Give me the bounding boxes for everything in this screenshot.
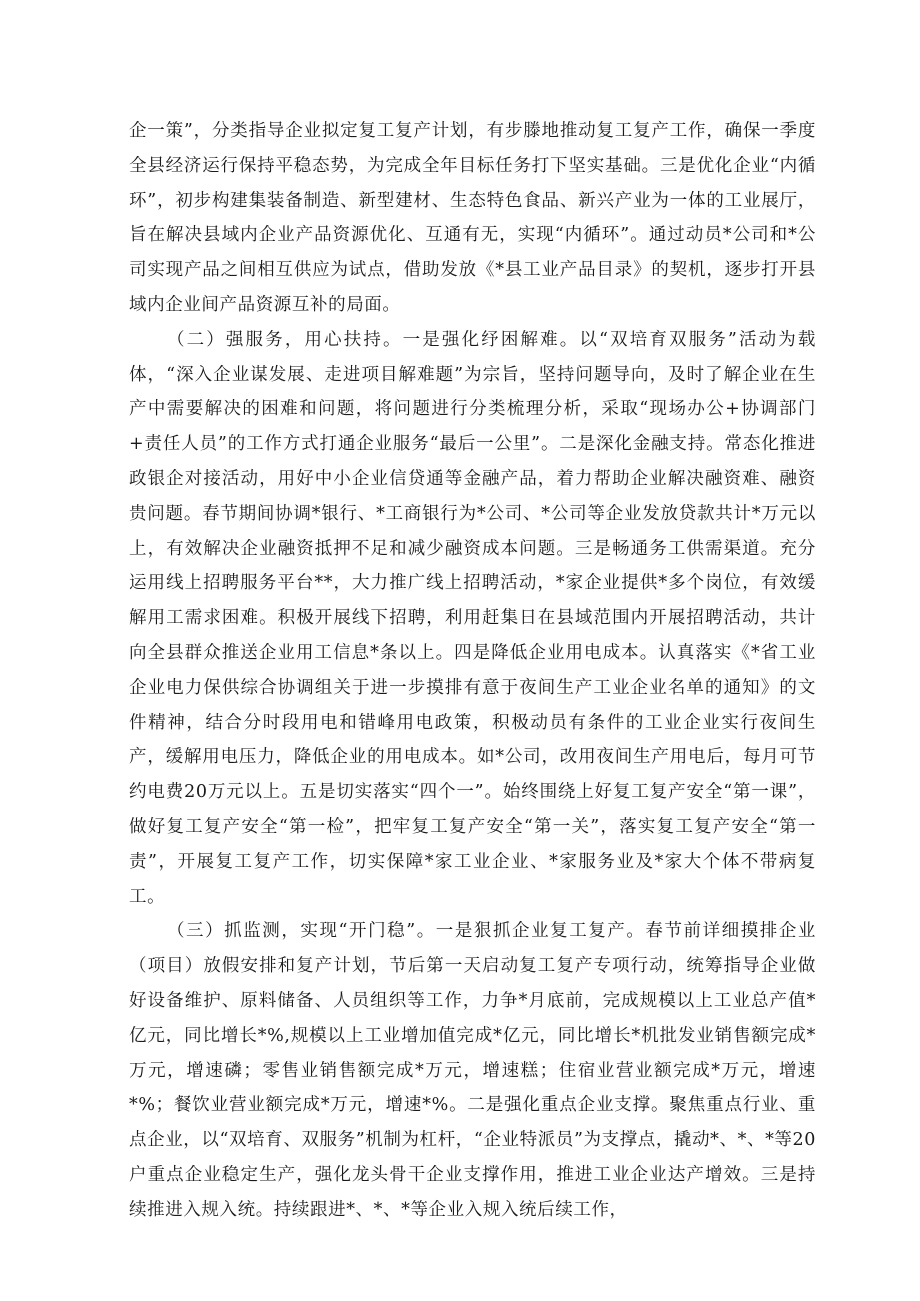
paragraph-section-three: （三）抓监测，实现“开门稳”。一是狠抓企业复工复产。春节前详细摸排企业（项目）放假安排和复产计划，节后第一天启动复工复产专项行动，统筹指导企业做好设备维护、原料储备、人员组织等工作，力争*月底前，完成规模以上工业总产值*亿元，同比增长*%,规模以上工业增加值完成*亿元，同比增长*机批发业销售额完成*万元，增速磷；零售业销售额完成*万元，增速糕；住宿业营业额完成*万元，增速*%；餐饮业营业额完成*万元，增速*%。二是强化重点企业支撑。聚焦重点行业、重点企业，以“双培育、双服务”机制为杠杆，“企业特派员”为支撑点，撬动*、*、*等20户重点企业稳定生产，强化龙头骨干企业支撑作用，推进工业企业达产增效。三是持续推进入规入统。持续跟进*、*、*等企业入规入统后续工作， <box>129 921 817 1220</box>
paragraph-section-one-continued: 企一策”，分类指导企业拟定复工复产计划，有步滕地推动复工复产工作，确保一季度全县经济运行保持平稳态势，为完成全年目标任务打下坚实基础。三是优化企业“内循环”，初步构建集装备制造、新型建材、生态特色食品、新兴产业为一体的工业展厅，旨在解决县域内企业产品资源优化、互通有无，实现“内循环”。通过动员*公司和*公司实现产品之间相互供应为试点，借助发放《*县工业产品目录》的契机，逐步打开县域内企业间产品资源互补的局面。 <box>129 121 816 315</box>
paragraph-section-two: （二）强服务，用心扶持。一是强化纾困解难。以“双培育双服务”活动为载体，“深入企业谋发展、走进项目解难题”为宗旨，坚持问题导向，及时了解企业在生产中需要解决的困难和问题，将问题进行分类梳理分析，采取“现场办公+协调部门+责任人员”的工作方式打通企业服务“最后一公里”。二是深化金融支持。常态化推进政银企对接活动，用好中小企业信贷通等金融产品，着力帮助企业解决融资难、融资贵问题。春节期间协调*银行、*工商银行为*公司、*公司等企业发放贷款共计*万元以上，有效解决企业融资抵押不足和减少融资成本问题。三是畅通务工供需渠道。充分运用线上招聘服务平台**，大力推广线上招聘活动，*家企业提供*多个岗位，有效缓解用工需求困难。积极开展线下招聘，利用赶集日在县域范围内开展招聘活动，共计向全县群众推送企业用工信息*条以上。四是降低企业用电成本。认真落实《*省工业企业电力保供综合协调组关于进一步摸排有意于夜间生产工业企业名单的通知》的文件精神，结合分时段用电和错峰用电政策，积极动员有条件的工业企业实行夜间生产，缓解用电压力，降低企业的用电成本。如*公司，改用夜间生产用电后，每月可节约电费20万元以上。五是切实落实“四个一”。始终围绕上好复工复产安全“第一课”，做好复工复产安全“第一检”，把牢复工复产安全“第一关”，落实复工复产安全“第一责”，开展复工复产工作，切实保障*家工业企业、*家服务业及*家大个体不带病复工。 <box>129 329 816 907</box>
document-body <box>129 114 816 1228</box>
